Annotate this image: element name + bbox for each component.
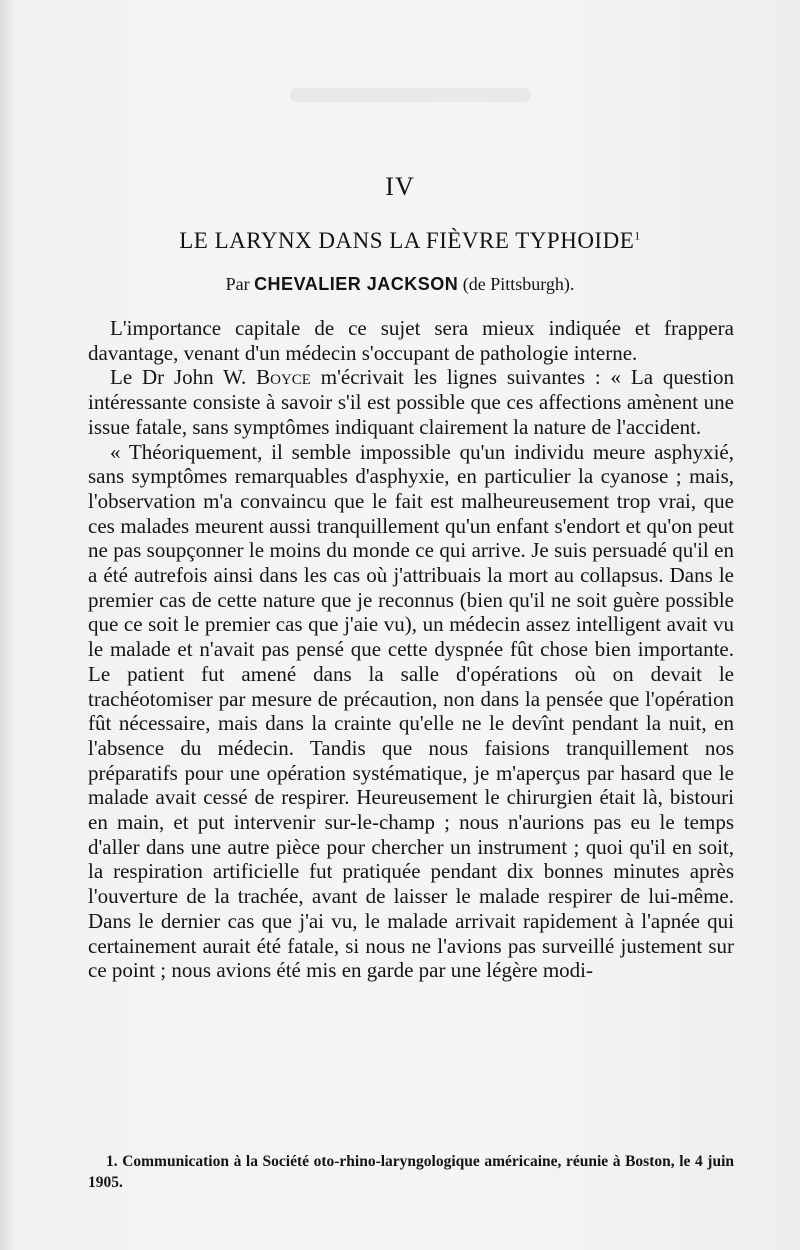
byline-prefix: Par	[225, 274, 250, 294]
body-text	[88, 316, 734, 983]
paragraph-2	[88, 365, 734, 439]
footnote-text: 1. Communication à la Société oto-rhino-laryngologique américaine, réunie à Boston, le 4 juin 1905.	[88, 1153, 734, 1191]
boyce-name: Boyce	[256, 365, 311, 390]
title-footnote-mark: 1	[634, 228, 641, 243]
chapter-number: IV	[385, 172, 415, 201]
paragraph-2-start: Le Dr John W.	[110, 365, 247, 390]
paragraph-3: « Théoriquement, il semble impossible qu'un individu meure asphyxié, sans symptômes remarquables d'asphyxie, en particulier la cyanose ; mais, l'observation m'a convaincu que le fait est malheureusement trop vrai, que ces malades meurent aussi tranquillement qu'un enfant s'endort et qu'on peut ne pas soupçonner le moins du monde ce qui arrive. Je suis persuadé qu'il en a été autrefois ainsi dans les cas où j'attribuais la mort au collapsus. Dans le premier cas de cette nature que je reconnus (bien qu'il ne soit guère possible que ce soit le premier cas que j'aie vu), un médecin assez intelligent avait vu le malade et n'avait pas pensé que cette dyspnée fût chose bien importante. Le patient fut amené dans la salle d'opérations où on devait le trachéotomiser par mesure de précaution, non dans la pensée que l'opération fût nécessaire, mais dans la crainte qu'elle ne le devînt pendant la nuit, en l'absence du médecin. Tandis que nous faisions tranquillement nos préparatifs pour une opération systématique, je m'aperçus par hasard que le malade avait cessé de respirer. Heureusement le chirurgien était là, bistouri en main, et put intervenir sur-le-champ ; nous n'aurions pas eu le temps d'aller dans une autre pièce pour chercher un instrument ; quoi qu'il en soit, la respiration artificielle fut pratiquée pendant dix bonnes minutes après l'ouverture de la trachée, avant de laisser le malade respirer de lui-même. Dans le dernier cas que j'ai vu, le malade arrivait rapidement à l'apnée qui certainement aurait été fatale, si nous ne l'avions pas surveillé justement sur ce point ; nous avions été mis en garde par une légère modi-	[88, 439, 734, 983]
article-title	[60, 228, 760, 254]
author-name: CHEVALIER JACKSON	[254, 274, 459, 294]
footnote	[88, 1151, 734, 1193]
paragraph-2-rest: m'écrivait les lignes suivantes : « La question intéressante consiste à savoir s'il est possible que ces affections amènent une issue fatale, sans symptômes indiquant clairement la nature de l'accident.	[88, 365, 735, 439]
author-affiliation: (de Pittsburgh).	[462, 274, 575, 294]
paragraph-1: L'importance capitale de ce sujet sera mieux indiquée et frappera davantage, venant d'un médecin s'occupant de pathologie interne.	[88, 316, 734, 365]
title-text: LE LARYNX DANS LA FIÈVRE TYPHOIDE	[179, 228, 635, 253]
byline	[0, 274, 800, 295]
bleed-through-smudge	[290, 88, 530, 102]
